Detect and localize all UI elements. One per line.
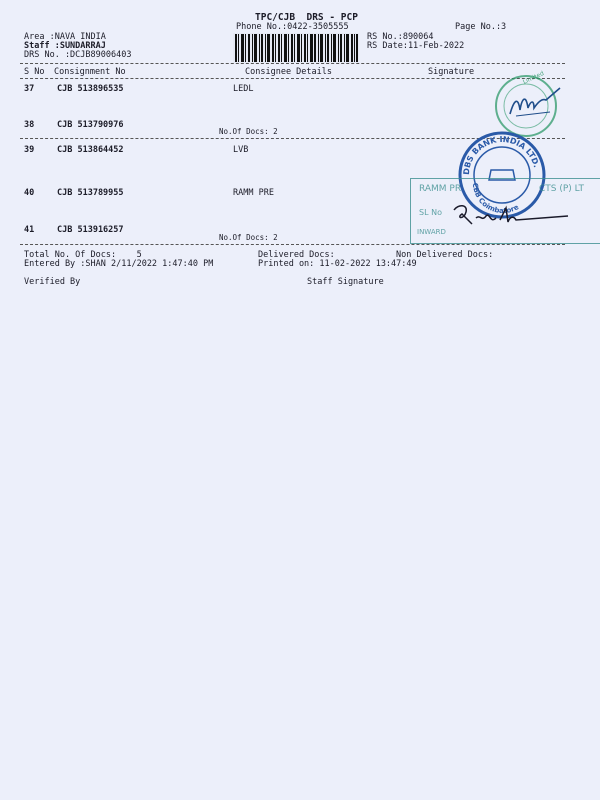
divider-bottom xyxy=(20,244,565,245)
row-sno: 39 xyxy=(24,145,35,155)
row-consignment: CJB 513916257 xyxy=(57,225,124,235)
row-consignee: LVB xyxy=(233,145,249,155)
row-consignee: LEDL xyxy=(233,84,254,94)
col-signature: Signature xyxy=(428,67,475,77)
rect-stamp-line1: RAMM PR xyxy=(419,184,462,194)
row-docs: No.Of Docs: 2 xyxy=(219,127,278,136)
staff-signature-label: Staff Signature xyxy=(307,277,384,287)
row-consignment: CJB 513790976 xyxy=(57,120,124,130)
printed-on: Printed on: 11-02-2022 13:47:49 xyxy=(258,259,417,269)
page-number: Page No.:3 xyxy=(455,22,507,32)
divider-header xyxy=(20,78,565,79)
entered-by: Entered By :SHAN 2/11/2022 1:47:40 PM xyxy=(24,259,214,269)
row-sno: 41 xyxy=(24,225,35,235)
col-sno: S No xyxy=(24,67,45,77)
rs-date: RS Date:11-Feb-2022 xyxy=(367,41,465,51)
rect-stamp-line3: INWARD xyxy=(417,228,446,236)
col-consignee: Consignee Details xyxy=(245,67,332,77)
total-docs: Total No. Of Docs: 5 xyxy=(24,250,142,260)
phone-number: Phone No.:0422-3505555 xyxy=(236,22,349,32)
rect-stamp-line2: SL No xyxy=(419,208,442,217)
area-label: Area :NAVA INDIA xyxy=(24,32,106,42)
rs-number: RS No.:890064 xyxy=(367,32,434,42)
row-sno: 37 xyxy=(24,84,35,94)
non-delivered-docs: Non Delivered Docs: xyxy=(396,250,494,260)
delivered-docs: Delivered Docs: xyxy=(258,250,335,260)
divider-top xyxy=(20,63,565,64)
row-consignee: RAMM PRE xyxy=(233,188,274,198)
bank-seal-top-text: DBS BANK INDIA LTD. xyxy=(461,134,542,176)
col-consignment: Consignment No xyxy=(54,67,126,77)
row-sno: 40 xyxy=(24,188,35,198)
receiver-signature xyxy=(448,202,573,232)
bank-seal-bottom-text: CBB Coimbatore xyxy=(470,182,521,216)
row-docs: No.Of Docs: 2 xyxy=(219,233,278,242)
verified-by: Verified By xyxy=(24,277,81,287)
staff-label: Staff :SUNDARRAJ xyxy=(24,41,106,51)
svg-text:Limited: Limited xyxy=(521,70,546,86)
rect-stamp-right: CTS (P) LT xyxy=(539,184,584,194)
drs-number: DRS No. :DCJB89006403 xyxy=(24,50,132,60)
row-consignment: CJB 513789955 xyxy=(57,188,124,198)
row-consignment: CJB 513864452 xyxy=(57,145,124,155)
barcode xyxy=(233,33,359,63)
row-consignment: CJB 513896535 xyxy=(57,84,124,94)
report-title: TPC/CJB DRS - PCP xyxy=(255,12,358,23)
row-sno: 38 xyxy=(24,120,35,130)
